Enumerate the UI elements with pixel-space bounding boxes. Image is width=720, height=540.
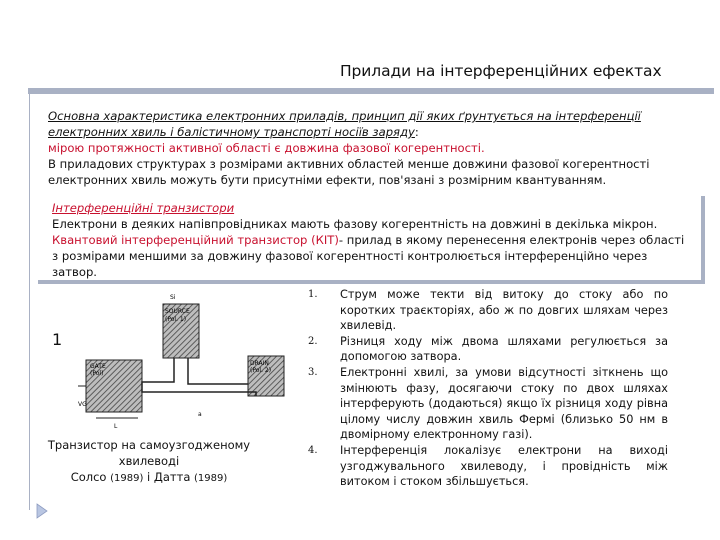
- list-number: 4.: [308, 444, 318, 456]
- interference-transistors-paragraph: [52, 200, 692, 280]
- list-number: 2.: [308, 335, 318, 347]
- coherence-text: Електрони в деяких напівпровідниках мають фазову когерентність на довжині в декілька мікрон.: [52, 217, 658, 231]
- intro-colon: :: [414, 125, 419, 139]
- caption-year2: (1989): [194, 473, 228, 484]
- list-item: [308, 443, 668, 490]
- caption-mid: і Датта: [147, 470, 191, 484]
- caption-authors: Солсо: [70, 470, 107, 484]
- list-text: Електронні хвилі, за умови відсутності зіткнень що змінюють фазу, досягаючи стоку по двох шляхах інтерферують (додаються) якщо їх різниця ходу рівна цілому числу довжин хвиль Фермі (близько 50 нм в двомірному електронному газі).: [340, 365, 668, 442]
- next-slide-icon[interactable]: [36, 503, 48, 519]
- waveguide-inner: [188, 358, 248, 384]
- transistor-diagram: [78, 294, 293, 432]
- drain-label: DRAIN: [250, 360, 269, 367]
- list-item: [308, 334, 668, 365]
- section-heading: Інтерференційні транзистори: [52, 201, 235, 215]
- vg-label: VG: [78, 401, 87, 408]
- figure-caption: [32, 437, 266, 487]
- title-divider: [28, 88, 714, 94]
- list-text: Струм може текти від витоку до стоку або по коротких траєкторіях, або ж по довгих шляхам через хвилевід.: [340, 288, 668, 333]
- list-item: [308, 365, 668, 443]
- coherence-highlight: мірою протяжності активної області є довжина фазової когерентності.: [48, 141, 485, 155]
- drain-sub-label: (Pol. 2): [250, 367, 272, 374]
- diagram-svg: [78, 294, 293, 432]
- waveguide-outer: [142, 358, 256, 396]
- caption-year1: (1989): [110, 473, 144, 484]
- source-sub-label: (Pol. 1): [165, 316, 187, 323]
- slide-title: Прилади на інтерференційних ефектах: [340, 62, 662, 80]
- list-text: Інтерференція локалізує електрони на виході узгоджувального хвилеводу, і провідність між витоком і стоком збільшується.: [340, 443, 668, 489]
- list-number: 1.: [308, 289, 318, 300]
- qit-highlight: Квантовий інтерференційний транзистор (КІТ): [52, 233, 339, 247]
- gate-sub-label: (Pol): [90, 370, 104, 377]
- list-text: Різниця ходу між двома шляхами регулюється за допомогою затвора.: [340, 334, 668, 364]
- top-label: Si: [170, 294, 176, 301]
- a-label: a: [198, 411, 202, 418]
- quantization-text: В приладових структурах з розмірами активних областей менше довжини фазової когерентності електронних хвиль можуть бути присутніми ефекти, пов'язані з розмірним квантуванням.: [48, 157, 650, 187]
- list-number: 3.: [308, 366, 318, 378]
- left-divider: [29, 90, 30, 510]
- list-item: [308, 287, 668, 334]
- qit-definition: - прилад в якому перенесення електронів через області з розмірами меншими за довжину фазової когерентності контролюється інтерференційно через затвор.: [52, 233, 685, 279]
- intro-text: Основна характеристика електронних приладів, принцип дії яких ґрунтується на інтерференції електронних хвиль і балістичному транспорті носіїв заряду: [48, 109, 641, 139]
- length-label: L: [114, 423, 118, 430]
- source-label: SOURCE: [165, 308, 190, 315]
- mechanism-list: [308, 287, 668, 490]
- caption-line1: Транзистор на самоузгодженому хвилеводі: [47, 438, 251, 468]
- gate-label: GATE: [90, 363, 106, 370]
- figure-number: 1: [52, 330, 63, 349]
- main-characteristic-paragraph: [48, 108, 688, 188]
